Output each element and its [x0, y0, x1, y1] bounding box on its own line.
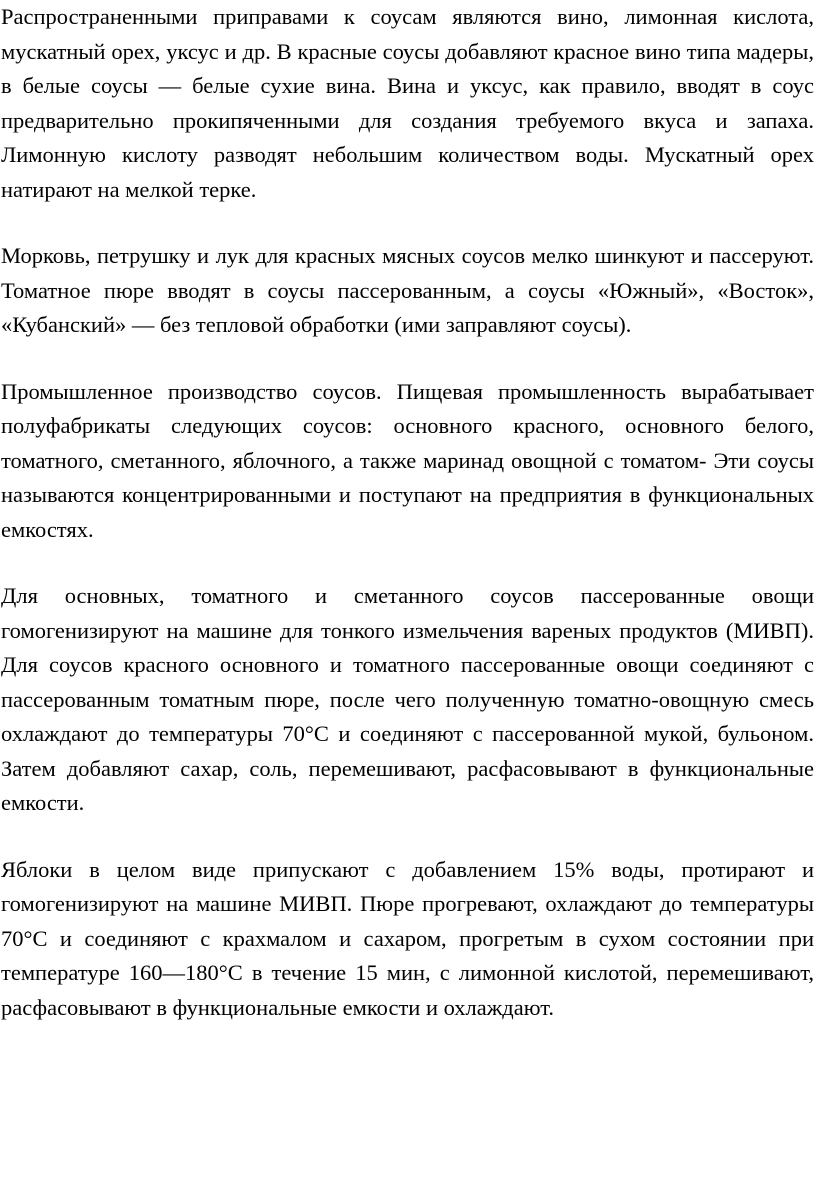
paragraph-homogenization: Для основных, томатного и сметанного соусов пассерованные овощи гомогенизируют на машине для тонкого измельчения вареных продуктов (МИВП). Для соусов красного основного и томатного пассерованные овощи соединяют с пассерованным томатным пюре, после чего полученную томатно-овощную смесь охлаждают до температуры 70°С и соединяют с пассерованной мукой, бульоном. Затем добавляют сахар, соль, перемешивают, расфасовывают в функциональные емкости.: [1, 583, 814, 815]
paragraph-vegetables: Морковь, петрушку и лук для красных мясных соусов мелко шинкуют и пассеруют. Томатное пюре вводят в соусы пассерованным, а соусы «Южный», «Восток», «Кубанский» — без тепловой обработки (ими заправляют соусы).: [1, 243, 814, 337]
paragraph-apples: Яблоки в целом виде припускают с добавлением 15% воды, протирают и гомогенизируют на машине МИВП. Пюре прогревают, охлаждают до температуры 70°С и соединяют с крахмалом и сахаром, прогретым в сухом состоянии при температуре 160—180°С в течение 15 мин, с лимонной кислотой, перемешивают, расфасовывают в функциональные емкости и охлаждают.: [1, 856, 814, 1020]
paragraph-industrial-production: Промышленное производство соусов. Пищевая промышленность вырабатывает полуфабрикаты следующих соусов: основного красного, основного белого, томатного, сметанного, яблочного, а также маринад овощной с томатом- Эти соусы называются концентрированными и поступают на предприятия в функциональных емкостях.: [1, 378, 814, 542]
paragraph-seasonings: Распространенными приправами к соусам являются вино, лимонная кислота, мускатный орех, уксус и др. В красные соусы добавляют красное вино типа мадеры, в белые соусы — белые сухие вина. Вина и уксус, как правило, вводят в соус предварительно прокипяченными для создания требуемого вкуса и запаха. Лимонную кислоту разводят небольшим количеством воды. Мускатный орех натирают на мелкой терке.: [1, 4, 814, 202]
